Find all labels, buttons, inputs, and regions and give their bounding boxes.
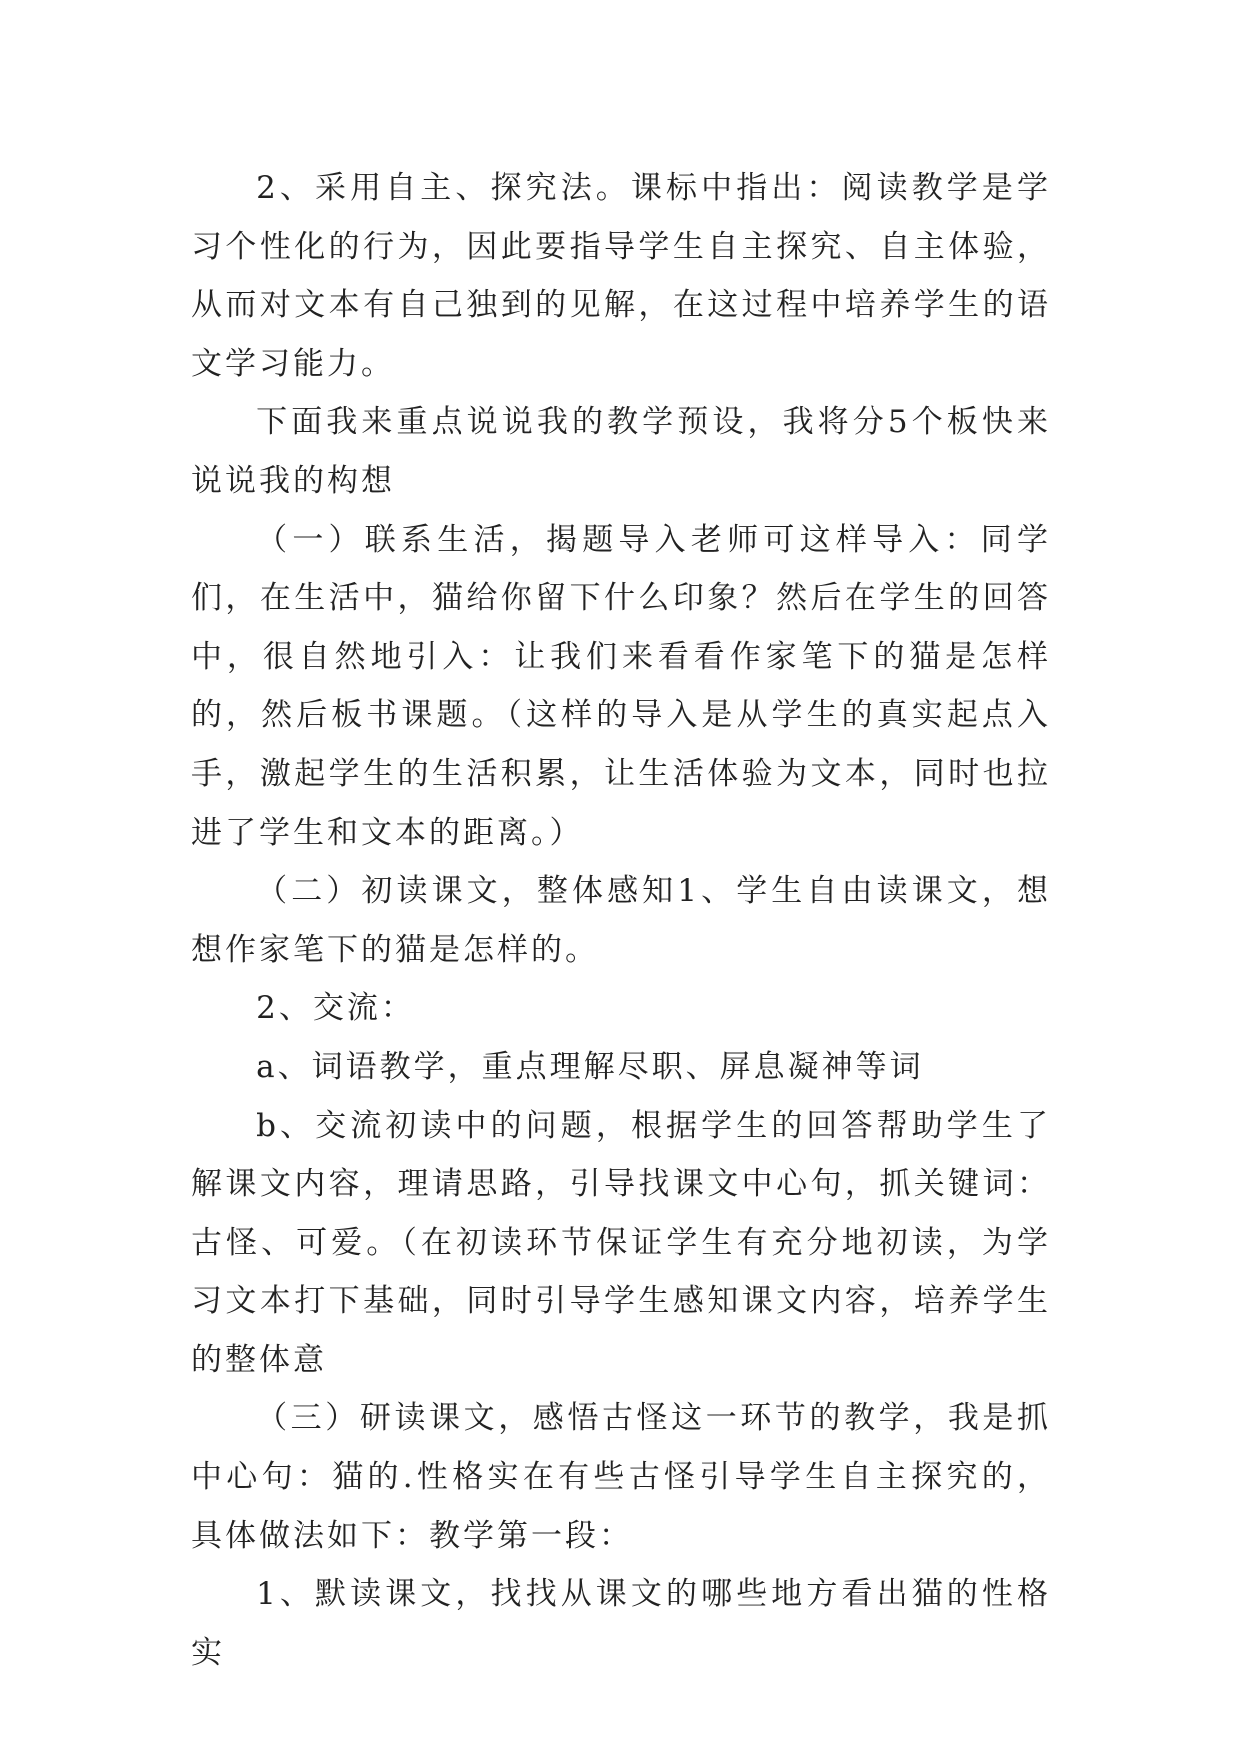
paragraph-section-one: （一）联系生活，揭题导入老师可这样导入：同学们，在生活中，猫给你留下什么印象？然后在学生的回答中，很自然地引入：让我们来看看作家笔下的猫是怎样的，然后板书课题。（这样的导入是从学生的真实起点入手，激起学生的生活积累，让生活体验为文本，同时也拉进了学生和文本的距离。） bbox=[191, 521, 1051, 851]
paragraph-exchange: 2、交流： bbox=[256, 990, 415, 1027]
paragraph-method-autonomy: 2、采用自主、探究法。课标中指出：阅读教学是学习个性化的行为，因此要指导学生自主探究、自主体验，从而对文本有自己独到的见解，在这过程中培养学生的语文学习能力。 bbox=[191, 170, 1051, 382]
paragraph-silent-reading: 1、默读课文，找找从课文的哪些地方看出猫的性格实 bbox=[191, 1576, 1051, 1671]
paragraph-section-two: （二）初读课文，整体感知1、学生自由读课文，想想作家笔下的猫是怎样的。 bbox=[191, 873, 1051, 968]
document-body bbox=[191, 159, 1051, 1682]
paragraph-vocabulary: a、词语教学，重点理解尽职、屏息凝神等词 bbox=[256, 1048, 924, 1085]
paragraph-discussion: b、交流初读中的问题，根据学生的回答帮助学生了解课文内容，理请思路，引导找课文中心句，抓关键词：古怪、可爱。（在初读环节保证学生有充分地初读，为学习文本打下基础，同时引导学生感知课文内容，培养学生的整体意 bbox=[191, 1107, 1051, 1378]
paragraph-teaching-plan-intro: 下面我来重点说说我的教学预设，我将分5个板快来说说我的构想 bbox=[191, 404, 1051, 499]
paragraph-section-three: （三）研读课文，感悟古怪这一环节的教学，我是抓中心句：猫的.性格实在有些古怪引导学生自主探究的，具体做法如下：教学第一段： bbox=[191, 1400, 1051, 1554]
